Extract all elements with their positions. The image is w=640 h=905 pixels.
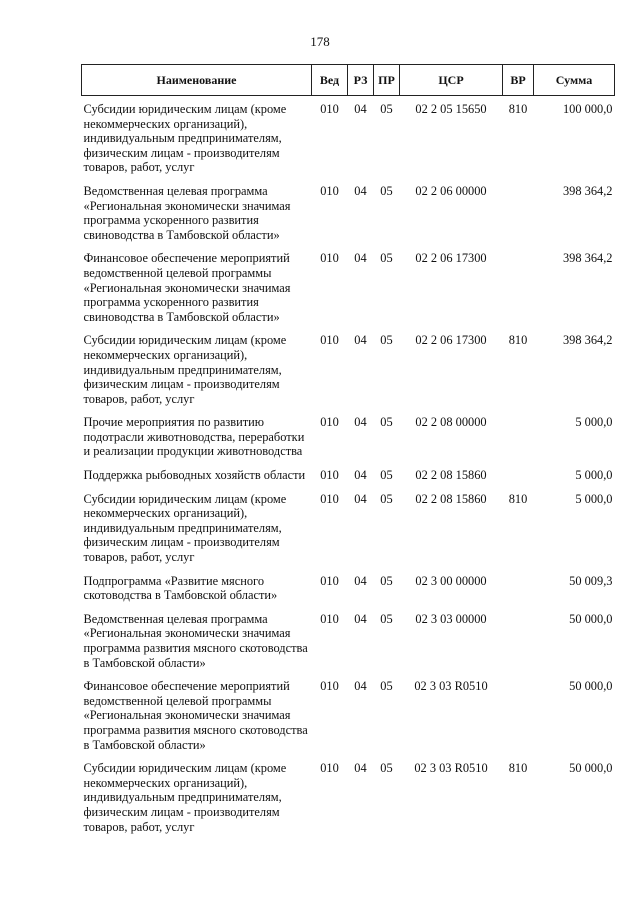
cell-sum: 100 000,0	[562, 102, 613, 116]
cell-name: Поддержка рыбоводных хозяйств области	[83, 468, 306, 483]
cell-sum: 50 009,3	[569, 573, 613, 588]
table-row	[82, 415, 615, 468]
table-row	[82, 251, 615, 333]
cell-ved: 010	[320, 679, 339, 694]
cell-csr: 02 2 05 15650	[415, 102, 487, 116]
cell-ved: 010	[320, 415, 339, 430]
cell-ved: 010	[320, 611, 339, 626]
header-pr: ПР	[374, 65, 400, 96]
cell-pr: 05	[380, 183, 393, 198]
cell-vr	[503, 612, 534, 679]
table-row	[82, 612, 615, 679]
cell-rz: 04	[354, 491, 367, 506]
cell-sum: 5 000,0	[575, 491, 613, 506]
header-name: Наименование	[82, 65, 312, 96]
cell-csr: 02 2 06 17300	[415, 251, 487, 266]
cell-sum: 50 000,0	[569, 761, 613, 776]
cell-pr: 05	[380, 333, 393, 348]
cell-rz: 04	[354, 183, 367, 198]
header-ved: Вед	[312, 65, 348, 96]
cell-csr: 02 3 03 R0510	[414, 761, 488, 776]
cell-name: Прочие мероприятия по развитию подотрасли животноводства, переработки и реализации продукции животноводства	[83, 415, 305, 459]
cell-ved: 010	[320, 468, 339, 483]
cell-sum: 398 364,2	[562, 333, 613, 348]
cell-vr: 810	[508, 102, 528, 116]
cell-name: Финансовое обеспечение мероприятий ведомственной целевой программы «Региональная экономически значимая программа ускоренного развития свиноводства в Тамбовской области»	[83, 251, 291, 324]
table-row	[82, 468, 615, 492]
cell-vr	[503, 679, 534, 761]
cell-pr: 05	[380, 468, 393, 483]
cell-pr: 05	[380, 251, 393, 266]
table-row	[82, 96, 615, 184]
table-row	[82, 679, 615, 761]
table-row	[82, 492, 615, 574]
cell-ved: 010	[320, 761, 339, 776]
cell-pr: 05	[380, 415, 393, 430]
cell-pr: 05	[380, 679, 393, 694]
cell-rz: 04	[354, 415, 367, 430]
table-row	[82, 333, 615, 415]
cell-ved: 010	[320, 491, 339, 506]
cell-vr: 810	[508, 491, 528, 506]
header-vr: ВР	[503, 65, 534, 96]
cell-rz: 04	[354, 573, 367, 588]
cell-ved: 010	[320, 102, 339, 116]
cell-rz: 04	[354, 102, 367, 116]
cell-rz: 04	[354, 679, 367, 694]
cell-csr: 02 2 08 15860	[415, 491, 487, 506]
cell-sum: 398 364,2	[562, 183, 613, 198]
table-row	[82, 574, 615, 612]
cell-sum: 50 000,0	[569, 679, 613, 694]
cell-vr	[503, 574, 534, 612]
cell-ved: 010	[320, 251, 339, 266]
cell-ved: 010	[320, 183, 339, 198]
budget-table	[81, 64, 615, 843]
table-row	[82, 184, 615, 251]
cell-csr: 02 3 03 00000	[415, 611, 487, 626]
cell-rz: 04	[354, 333, 367, 348]
header-sum: Сумма	[534, 65, 615, 96]
cell-rz: 04	[354, 761, 367, 776]
cell-pr: 05	[380, 761, 393, 776]
header-csr: ЦСР	[400, 65, 503, 96]
cell-name: Субсидии юридическим лицам (кроме некоммерческих организаций), индивидуальным предпринимателям, физическим лицам - производителям товаров, работ, услуг	[83, 333, 287, 406]
cell-vr	[503, 251, 534, 333]
cell-csr: 02 2 06 00000	[415, 183, 487, 198]
cell-csr: 02 3 03 R0510	[414, 679, 488, 694]
cell-vr: 810	[508, 333, 528, 348]
cell-sum: 398 364,2	[562, 251, 613, 266]
cell-vr	[503, 415, 534, 468]
cell-name: Субсидии юридическим лицам (кроме некоммерческих организаций), индивидуальным предпринимателям, физическим лицам - производителям товаров, работ, услуг	[83, 491, 287, 565]
cell-rz: 04	[354, 611, 367, 626]
cell-name: Субсидии юридическим лицам (кроме некоммерческих организаций), индивидуальным предпринимателям, физическим лицам - производителям товаров, работ, услуг	[83, 102, 287, 175]
cell-name: Финансовое обеспечение мероприятий ведомственной целевой программы «Региональная экономически значимая программа развития мясного скотоводства в Тамбовской области»	[83, 679, 308, 752]
cell-csr: 02 2 06 17300	[415, 333, 487, 348]
cell-pr: 05	[380, 102, 393, 116]
page-number: 178	[310, 34, 330, 49]
cell-rz: 04	[354, 468, 367, 483]
cell-name: Субсидии юридическим лицам (кроме некоммерческих организаций), индивидуальным предпринимателям, физическим лицам - производителям товаров, работ, услуг	[83, 761, 287, 834]
cell-pr: 05	[380, 573, 393, 588]
cell-csr: 02 2 08 00000	[415, 415, 487, 430]
header-rz: РЗ	[348, 65, 374, 96]
cell-sum: 50 000,0	[569, 611, 613, 626]
cell-ved: 010	[320, 573, 339, 588]
cell-pr: 05	[380, 611, 393, 626]
cell-vr	[503, 468, 534, 492]
cell-csr: 02 3 00 00000	[415, 573, 487, 588]
cell-name: Подпрограмма «Развитие мясного скотоводства в Тамбовской области»	[83, 573, 278, 603]
table-header-row	[82, 65, 615, 96]
cell-pr: 05	[380, 491, 393, 506]
cell-ved: 010	[320, 333, 339, 348]
cell-csr: 02 2 08 15860	[415, 468, 487, 483]
cell-name: Ведомственная целевая программа «Региональная экономически значимая программа развития мясного скотоводства в Тамбовской области»	[83, 611, 308, 670]
table-row	[82, 761, 615, 843]
cell-vr	[503, 184, 534, 251]
cell-name: Ведомственная целевая программа «Региональная экономически значимая программа ускоренного развития свиноводства в Тамбовской области»	[83, 183, 291, 242]
cell-sum: 5 000,0	[575, 415, 613, 430]
cell-vr: 810	[508, 761, 528, 776]
cell-sum: 5 000,0	[575, 468, 613, 483]
cell-rz: 04	[354, 251, 367, 266]
